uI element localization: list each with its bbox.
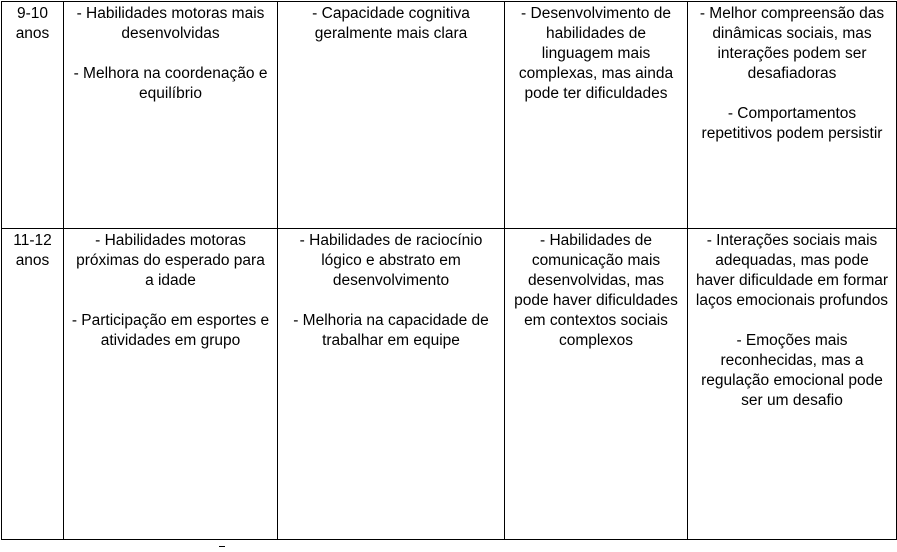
motor-cell <box>64 229 278 540</box>
motor-item: - Participação em esportes e atividades em grupo <box>71 312 270 349</box>
language-cell <box>505 2 688 229</box>
cognitive-cell <box>278 2 505 229</box>
age-cell <box>2 2 64 229</box>
page-footer-mark <box>219 546 225 551</box>
social-item: - Interações sociais mais adequadas, mas pode haver dificuldade em formar laços emocionais profundos <box>695 232 889 309</box>
cognitive-item: - Melhoria na capacidade de trabalhar em equipe <box>293 312 489 349</box>
age-number: 9-10 <box>16 5 49 22</box>
table-row-11-12 <box>2 229 897 540</box>
age-cell <box>2 229 64 540</box>
language-cell <box>505 229 688 540</box>
social-cell <box>688 229 897 540</box>
table-row-9-10 <box>2 2 897 229</box>
social-item: - Melhor compreensão das dinâmicas sociais, mas interações podem ser desafiadoras <box>699 5 885 82</box>
age-unit: anos <box>15 25 50 42</box>
cognitive-item: - Habilidades de raciocínio lógico e abstrato em desenvolvimento <box>299 232 483 289</box>
social-item: - Comportamentos repetitivos podem persistir <box>701 105 883 142</box>
age-number: 11-12 <box>13 232 52 249</box>
motor-item: - Habilidades motoras próximas do esperado para a idade <box>76 232 265 289</box>
cognitive-cell <box>278 229 505 540</box>
development-table <box>1 1 897 540</box>
cognitive-item: - Capacidade cognitiva geralmente mais clara <box>312 5 470 42</box>
motor-item: - Habilidades motoras mais desenvolvidas <box>76 5 265 42</box>
language-item: - Habilidades de comunicação mais desenvolvidas, mas pode haver dificuldades em contextos sociais complexos <box>514 232 678 349</box>
language-item: - Desenvolvimento de habilidades de linguagem mais complexas, mas ainda pode ter dificuldades <box>518 5 674 102</box>
age-unit: anos <box>15 252 50 269</box>
motor-item: - Melhora na coordenação e equilíbrio <box>73 65 268 102</box>
social-item: - Emoções mais reconhecidas, mas a regulação emocional pode ser um desafio <box>701 332 883 409</box>
social-cell <box>688 2 897 229</box>
motor-cell <box>64 2 278 229</box>
